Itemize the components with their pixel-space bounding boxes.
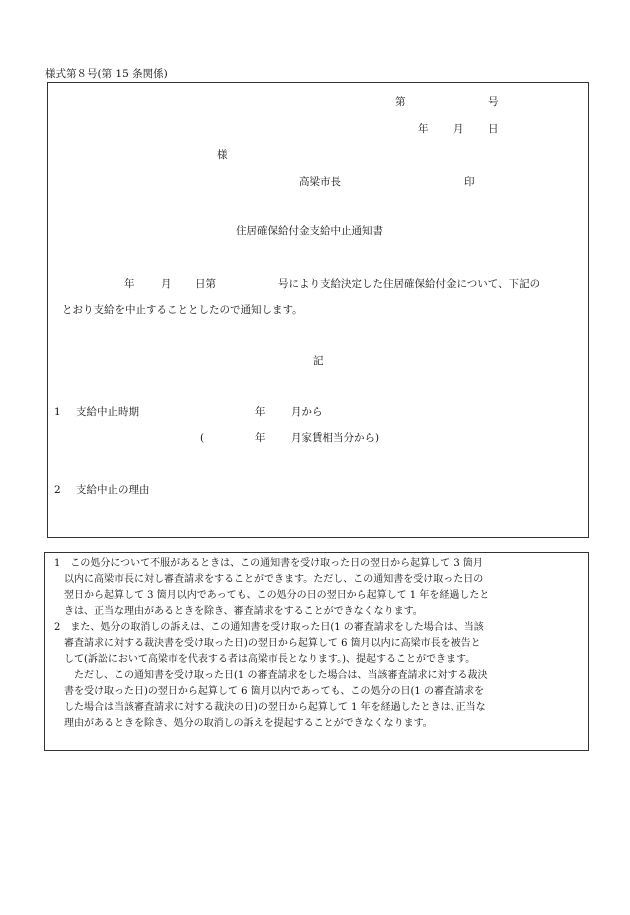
item1-paren-open: (: [200, 432, 205, 444]
body-line1: 号により支給決定した住居確保給付金について、下記の: [278, 278, 541, 290]
note-line: 審査請求に対する裁決書を受け取った日)の翌日から起算して 6 箇月以内に高梁市長を被告と: [64, 638, 481, 649]
body-year: 年: [124, 278, 135, 290]
date-year: 年: [418, 123, 429, 135]
date-month: 月: [453, 123, 464, 135]
item2-number: 2: [54, 484, 61, 496]
note-line: した場合は当該審査請求に対する裁決の日)の翌日から起算して 1 年を経過したときは､正当な: [64, 702, 486, 713]
issuer-name: 高梁市長: [299, 176, 341, 188]
doc-number-suffix: 号: [488, 96, 499, 108]
document-title: 住居確保給付金支給中止通知書: [236, 225, 383, 237]
date-day: 日: [488, 123, 499, 135]
item1-year2: 年: [255, 432, 266, 444]
item1-year: 年: [255, 406, 266, 418]
note-line: 1 この処分について不服があるときは、この通知書を受け取った日の翌日から起算して 3 箇月: [54, 558, 483, 569]
item2-label: 支給中止の理由: [76, 484, 150, 496]
item1-rent-from: 月家賃相当分から): [291, 432, 380, 444]
item1-number: 1: [54, 406, 61, 418]
ki-heading: 記: [313, 355, 324, 367]
item1-month-from: 月から: [291, 406, 323, 418]
addressee-sama: 様: [217, 149, 228, 161]
body-line2: とおり支給を中止することとしたので通知します。: [62, 304, 303, 316]
note-line: して(訴訟において高梁市を代表する者は高梁市長となります。)、提起することができます。: [64, 654, 476, 665]
seal-mark: 印: [464, 176, 475, 188]
note-line: きは、正当な理由があるときを除き、審査請求をすることができなくなります。: [64, 606, 423, 617]
note-line: 2 また、処分の取消しの訴えは、この通知書を受け取った日(1 の審査請求をした場合は、当該: [54, 622, 484, 633]
body-month: 月: [161, 278, 172, 290]
appeal-instructions-box: [44, 552, 589, 751]
note-line: 理由があるときを除き、処分の取消しの訴えを提起することができなくなります。: [64, 718, 433, 729]
note-line: ただし、この通知書を受け取った日(1 の審査請求をした場合は、当該審査請求に対する裁決: [74, 670, 488, 681]
note-line: 書を受け取った日)の翌日から起算して 6 箇月以内であっても、この処分の日(1 の審査請求を: [64, 686, 484, 697]
body-day-dai: 日第: [195, 278, 216, 290]
doc-number-prefix: 第: [395, 96, 406, 108]
form-number-label: 様式第８号(第 15 条関係): [45, 68, 168, 80]
notice-box: [47, 82, 589, 538]
note-line: 翌日から起算して 3 箇月以内であっても、この処分の日の翌日から起算して 1 年を経過したと: [64, 590, 490, 601]
note-line: 以内に高梁市長に対し審査請求をすることができます。ただし、この通知書を受け取った日の: [64, 574, 484, 585]
item1-label: 支給中止時期: [76, 406, 139, 418]
